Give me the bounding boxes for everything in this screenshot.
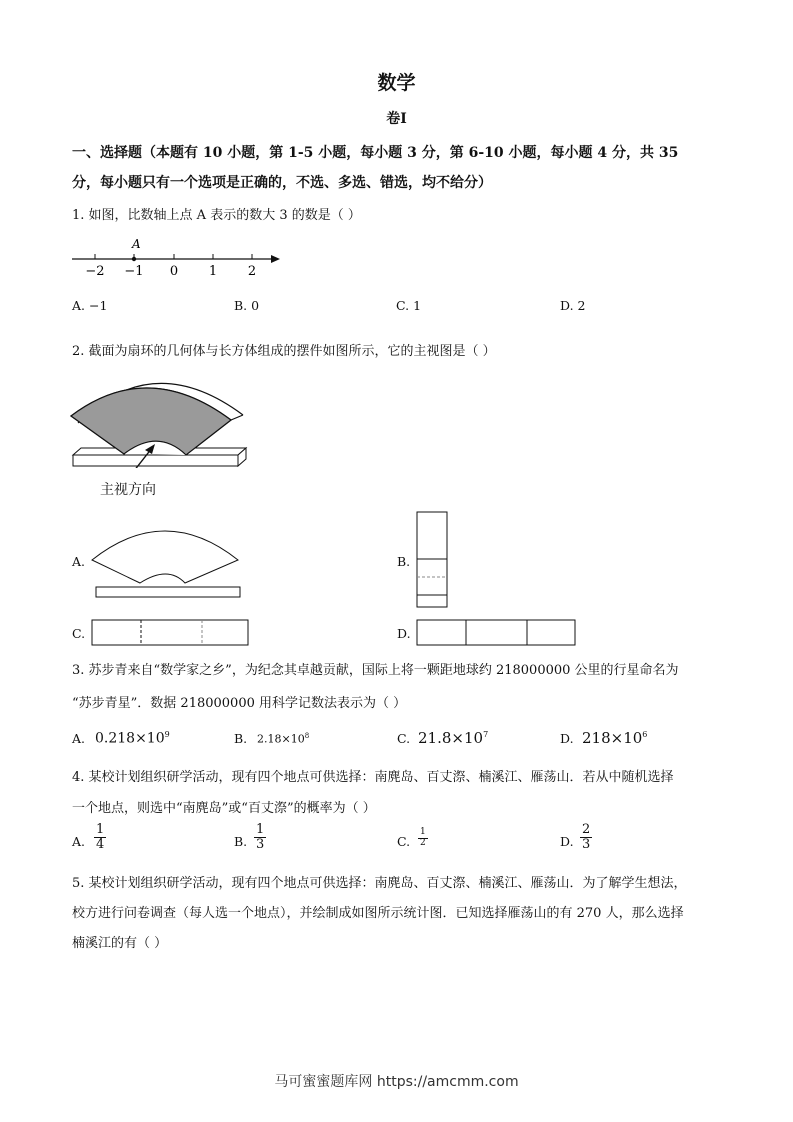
page-title: 数学 — [377, 72, 416, 94]
question-4-line2: 一个地点，则选中“南麂岛”或“百丈漈”的概率为（ ） — [72, 801, 376, 816]
q2-option-b-figure — [416, 510, 450, 610]
q4-option-d-label: D. — [560, 834, 574, 849]
tick-label: −2 — [85, 264, 105, 279]
q2-option-c-figure — [90, 619, 252, 647]
question-2-text: 2. 截面为扇环的几何体与长方体组成的摆件如图所示，它的主视图是（ ） — [72, 344, 496, 359]
footer-watermark: 马可蜜蜜题库网 https://amcmm.com — [274, 1074, 519, 1090]
tick-label: 2 — [247, 264, 257, 279]
point-a-label: A — [132, 237, 141, 251]
section-heading-line2: 分，每小题只有一个选项是正确的，不选、多选、错选，均不给分） — [72, 175, 492, 191]
paper-subtitle: 卷Ⅰ — [386, 111, 407, 127]
q4-option-a-fraction: $\frac{1}{4}$ — [96, 822, 105, 853]
q3-option-d-label: D. — [560, 731, 574, 746]
q3-option-c-label: C. — [397, 731, 411, 746]
q4-option-d-fraction: $\frac{2}{3}$ — [582, 822, 591, 853]
q4-option-c-label: C. — [397, 834, 411, 849]
q2-option-a-figure — [90, 520, 245, 600]
question-5-line3: 楠溪江的有（ ） — [72, 936, 168, 951]
q2-option-b: B. — [397, 554, 411, 569]
q3-option-b-value: $2.18\times 10^8$ — [257, 732, 310, 746]
q1-option-d: D. 2 — [560, 298, 586, 313]
section-heading-line1: 一、选择题（本题有 10 小题，第 1-5 小题，每小题 3 分，第 6-10 小题，每小题 4 分，共 35 — [72, 145, 679, 161]
q3-option-a-value: $0.218\times 10^9$ — [95, 730, 170, 747]
tick-label: 1 — [208, 264, 218, 279]
tick-label: 0 — [169, 264, 179, 279]
q3-option-b-label: B. — [234, 731, 248, 746]
question-5-line1: 5. 某校计划组织研学活动，现有四个地点可供选择：南麂岛、百丈漈、楠溪江、雁荡山．为了解学生想法， — [72, 876, 687, 891]
point-a-marker — [132, 257, 136, 261]
q2-option-a: A. — [72, 554, 86, 569]
q4-option-c-fraction: $\frac{1}{2}$ — [420, 827, 426, 848]
q3-option-c-value: $21.8\times 10^7$ — [418, 729, 489, 747]
q2-option-c: C. — [72, 626, 86, 641]
q1-option-c: C. 1 — [396, 298, 422, 313]
q1-option-b: B. 0 — [234, 298, 260, 313]
q4-option-b-fraction: $\frac{1}{3}$ — [256, 822, 265, 853]
q1-option-a: A. −1 — [72, 298, 108, 313]
question-5-line2: 校方进行问卷调查（每人选一个地点），并绘制成如图所示统计图．已知选择雁荡山的有 270 人，那么选择 — [72, 906, 684, 921]
question-1-text: 1. 如图，比数轴上点 A 表示的数大 3 的数是（ ） — [72, 208, 361, 223]
question-4-line1: 4. 某校计划组织研学活动，现有四个地点可供选择：南麂岛、百丈漈、楠溪江、雁荡山．若从中随机选择 — [72, 770, 674, 785]
q4-option-a-label: A. — [72, 834, 86, 849]
q2-option-d-figure — [415, 619, 579, 647]
view-direction-label: 主视方向 — [100, 482, 156, 498]
tick-label: −1 — [124, 264, 144, 279]
q3-option-d-value: $218\times 10^6$ — [582, 729, 648, 747]
question-3-line2: “苏步青星”．数据 218000000 用科学记数法表示为（ ） — [72, 696, 407, 711]
number-line-figure — [66, 234, 286, 280]
q2-option-d: D. — [397, 626, 411, 641]
q4-option-b-label: B. — [234, 834, 248, 849]
question-3-line1: 3. 苏步青来自“数学家之乡”，为纪念其卓越贡献，国际上将一颗距地球约 218000000 公里的行星命名为 — [72, 663, 679, 678]
ornament-3d-figure — [68, 368, 253, 468]
q3-option-a-label: A. — [72, 731, 86, 746]
